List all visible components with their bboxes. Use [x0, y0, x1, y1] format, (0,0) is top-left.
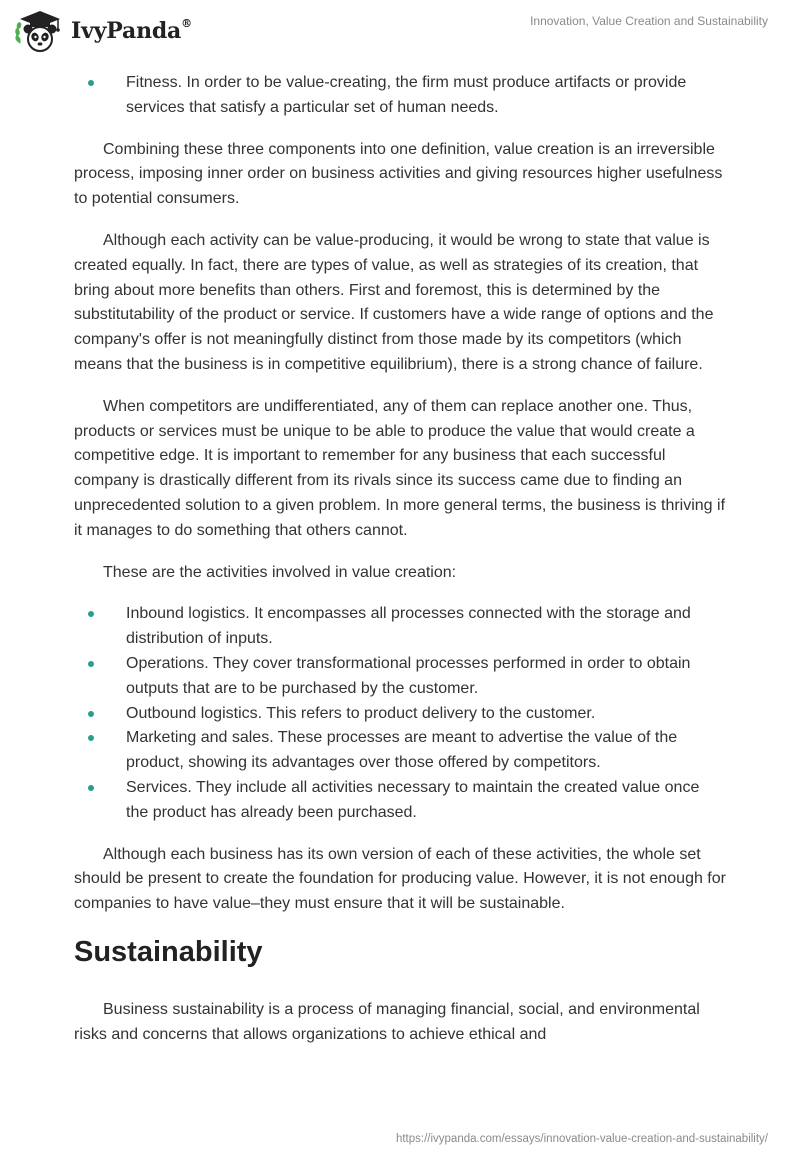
paragraph: Combining these three components into one definition, value creation is an irreversible process, imposing inner order on business activities and giving resources higher usefulness to potential consumers.	[74, 140, 723, 208]
list-item: Inbound logistics. It encompasses all processes connected with the storage and distribution of inputs.	[126, 602, 726, 652]
bullet-icon	[88, 611, 94, 617]
paragraph: When competitors are undifferentiated, any of them can replace another one. Thus, products or services must be unique to be able to produce the value that would create a competitive edge. It is important to remember for any business that each successful company is drastically different from its rivals since its success came due to finding an unprecedented solution to a given problem. In more general terms, the business is thriving if it manages to do something that others cannot.	[74, 397, 726, 539]
source-url[interactable]: https://ivypanda.com/essays/innovation-value-creation-and-sustainability/	[395, 1133, 768, 1145]
bullet-icon	[88, 735, 94, 741]
document-title: Innovation, Value Creation and Sustainability	[530, 14, 768, 28]
bullet-icon	[88, 80, 94, 86]
paragraph: Although each business has its own version of each of these activities, the whole set should be present to create the foundation for producing value. However, it is not enough for companies to have value–they must ensure that it will be sustainable.	[74, 845, 726, 913]
paragraph: Business sustainability is a process of managing financial, social, and environmental risks and concerns that allows organizations to achieve ethical and	[74, 1000, 700, 1043]
page-header	[0, 0, 800, 60]
bullet-icon	[88, 711, 94, 717]
paragraph: These are the activities involved in value creation:	[103, 563, 457, 581]
component-list	[74, 71, 726, 121]
list-item: Services. They include all activities necessary to maintain the created value once the product has already been purchased.	[126, 776, 726, 826]
brand-name: IvyPanda®	[71, 16, 192, 44]
essay-content	[74, 71, 726, 1065]
list-item: Fitness. In order to be value-creating, the firm must produce artifacts or provide services that satisfy a particular set of human needs.	[126, 71, 726, 121]
list-item: Outbound logistics. This refers to product delivery to the customer.	[126, 702, 726, 727]
panda-graduate-icon	[14, 9, 66, 53]
section-heading: Sustainability	[74, 935, 263, 968]
ivypanda-logo[interactable]	[14, 6, 192, 56]
list-item: Operations. They cover transformational processes performed in order to obtain outputs that are to be purchased by the customer.	[126, 652, 726, 702]
bullet-icon	[88, 661, 94, 667]
registered-mark: ®	[181, 16, 192, 30]
paragraph: Although each activity can be value-producing, it would be wrong to state that value is created equally. In fact, there are types of value, as well as strategies of its creation, that bring about more benefits than others. First and foremost, this is determined by the substitutability of the product or service. If customers have a wide range of options and the company's offer is not meaningfully distinct from those made by its competitors (which means that the business is in competitive equilibrium), there is a strong chance of failure.	[74, 231, 714, 373]
bullet-icon	[88, 785, 94, 791]
list-item: Marketing and sales. These processes are meant to advertise the value of the product, showing its advantages over those offered by competitors.	[126, 726, 726, 776]
activity-list	[74, 602, 726, 825]
